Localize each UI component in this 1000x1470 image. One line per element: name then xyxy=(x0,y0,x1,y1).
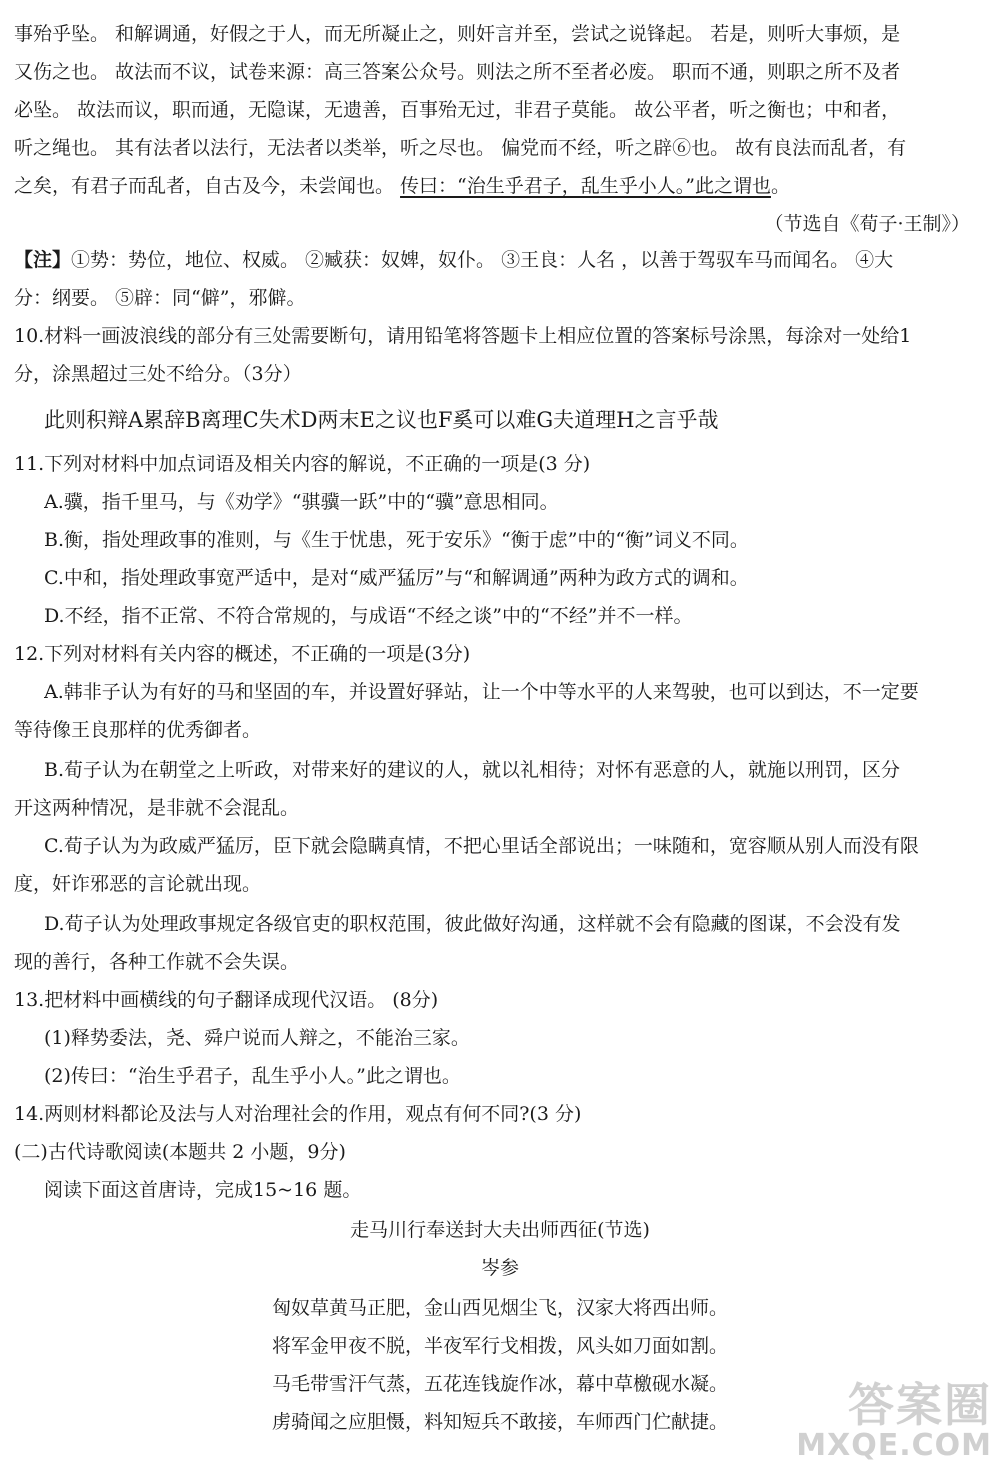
q11-option-c: C.中和，指处理政事宽严适中，是对“威严猛厉”与“和解调通”两种为政方式的调和。 xyxy=(44,567,749,589)
q12-option-b-line-2: 开这两种情况，是非就不会混乱。 xyxy=(14,797,300,819)
passage-source: （节选自《荀子·王制》） xyxy=(764,213,970,235)
notes-text-1: ①势：势位，地位、权威。 ②臧获：奴婢，奴仆。 ③王良：人名 ，以善于驾驭车马而闻名。 ④大 xyxy=(71,249,894,271)
poem-title: 走马川行奉送封大夫出师西征(节选) xyxy=(350,1219,650,1241)
q11-option-a: A.骥，指千里马，与《劝学》“骐骥一跃”中的“骥”意思相同。 xyxy=(44,491,559,513)
q10-line-1: 10.材料一画波浪线的部分有三处需要断句，请用铅笔将答题卡上相应位置的答案标号涂黑，每涂对一处给1 xyxy=(14,325,912,347)
poem-line-1: 匈奴草黄马正肥，金山西见烟尘飞，汉家大将西出师。 xyxy=(271,1297,728,1319)
poem-line-4: 虏骑闻之应胆慑，料知短兵不敢接，车师西门伫献捷。 xyxy=(271,1411,728,1433)
watermark-url: MXQE.COM xyxy=(796,1428,992,1463)
passage-line-5 xyxy=(14,169,989,203)
q12-option-d-line-2: 现的善行，各种工作就不会失误。 xyxy=(14,951,300,973)
passage-line-2: 又伤之也。 故法而不议，试卷来源：高三答案公众号。则法之所不至者必废。 职而不通，则职之所不及者 xyxy=(14,61,901,83)
poem-author: 岑参 xyxy=(480,1257,519,1279)
q12-stem: 12.下列对材料有关内容的概述，不正确的一项是(3分) xyxy=(14,643,471,665)
poem-line-2: 将军金甲夜不脱，半夜军行戈相拨，风头如刀面如割。 xyxy=(271,1335,728,1357)
q10-line-2: 分，涂黑超过三处不给分。（3分） xyxy=(14,363,302,385)
notes-line-2: 分：纲要。 ⑤辟：同“僻”，邪僻。 xyxy=(14,287,306,309)
q11-option-d: D.不经，指不正常、不符合常规的，与成语“不经之谈”中的“不经”并不一样。 xyxy=(44,605,693,627)
passage-line-5-end: 。 xyxy=(770,175,790,197)
passage-line-1: 事殆乎坠。 和解调通，好假之于人，而无所凝止之，则奸言并至，尝试之说锋起。 若是，则听大事烦，是 xyxy=(14,23,901,45)
q12-option-c-line-1: C.荀子认为为政威严猛厉，臣下就会隐瞒真情，不把心里话全部说出；一味随和，宽容顺从别人而没有限 xyxy=(44,835,919,857)
watermark-logo xyxy=(796,1380,992,1462)
section-2-instruction: 阅读下面这首唐诗，完成15~16 题。 xyxy=(44,1179,362,1201)
notes-line-1 xyxy=(14,243,989,277)
passage-line-5-text: 之矣，有君子而乱者，自古及今，未尝闻也。 xyxy=(14,175,401,197)
watermark-brand: 答案圈 xyxy=(848,1378,992,1432)
notes-label: 【注】 xyxy=(14,249,72,271)
poem-line-3: 马毛带雪汗气蒸，五花连钱旋作冰，幕中草檄砚水凝。 xyxy=(271,1373,728,1395)
underlined-sentence: 传曰：“治生乎君子，乱生乎小人。”此之谓也 xyxy=(400,175,771,197)
q12-option-a-line-2: 等待像王良那样的优秀御者。 xyxy=(14,719,262,741)
q14-stem: 14.两则材料都论及法与人对治理社会的作用，观点有何不同?(3 分) xyxy=(14,1103,582,1125)
section-2-title: (二)古代诗歌阅读(本题共 2 小题，9分) xyxy=(14,1141,346,1163)
q12-option-b-line-1: B.荀子认为在朝堂之上听政，对带来好的建议的人，就以礼相待；对怀有恶意的人，就施以刑罚，区分 xyxy=(44,759,901,781)
q12-option-a-line-1: A.韩非子认为有好的马和坚固的车，并设置好驿站，让一个中等水平的人来驾驶，也可以到达，不一定要 xyxy=(44,681,919,703)
q11-stem: 11.下列对材料中加点词语及相关内容的解说，不正确的一项是(3 分) xyxy=(14,453,591,475)
q12-option-d-line-1: D.荀子认为处理政事规定各级官吏的职权范围，彼此做好沟通，这样就不会有隐藏的图谋，不会没有发 xyxy=(44,913,901,935)
q10-sentence: 此则积辩A累辞B离理C失术D两末E之议也F奚可以难G夫道理H之言乎哉 xyxy=(44,408,719,432)
passage-line-4: 听之绳也。 其有法者以法行，无法者以类举，听之尽也。 偏党而不经，听之辟⑥也。 故有良法而乱者，有 xyxy=(14,137,907,159)
q13-stem: 13.把材料中画横线的句子翻译成现代汉语。 (8分) xyxy=(14,989,439,1011)
q11-option-b: B.衡，指处理政事的准则，与《生于忧患，死于安乐》“衡于虑”中的“衡”词义不同。 xyxy=(44,529,749,551)
q13-sentence-1: (1)释势委法，尧、舜户说而人辩之，不能治三家。 xyxy=(44,1027,470,1049)
q12-option-c-line-2: 度，奸诈邪恶的言论就出现。 xyxy=(14,873,262,895)
q13-sentence-2: (2)传曰：“治生乎君子，乱生乎小人。”此之谓也。 xyxy=(44,1065,461,1087)
passage-line-3: 必坠。 故法而议，职而通，无隐谋，无遗善，百事殆无过，非君子莫能。 故公平者，听之衡也；中和者， xyxy=(14,99,901,121)
